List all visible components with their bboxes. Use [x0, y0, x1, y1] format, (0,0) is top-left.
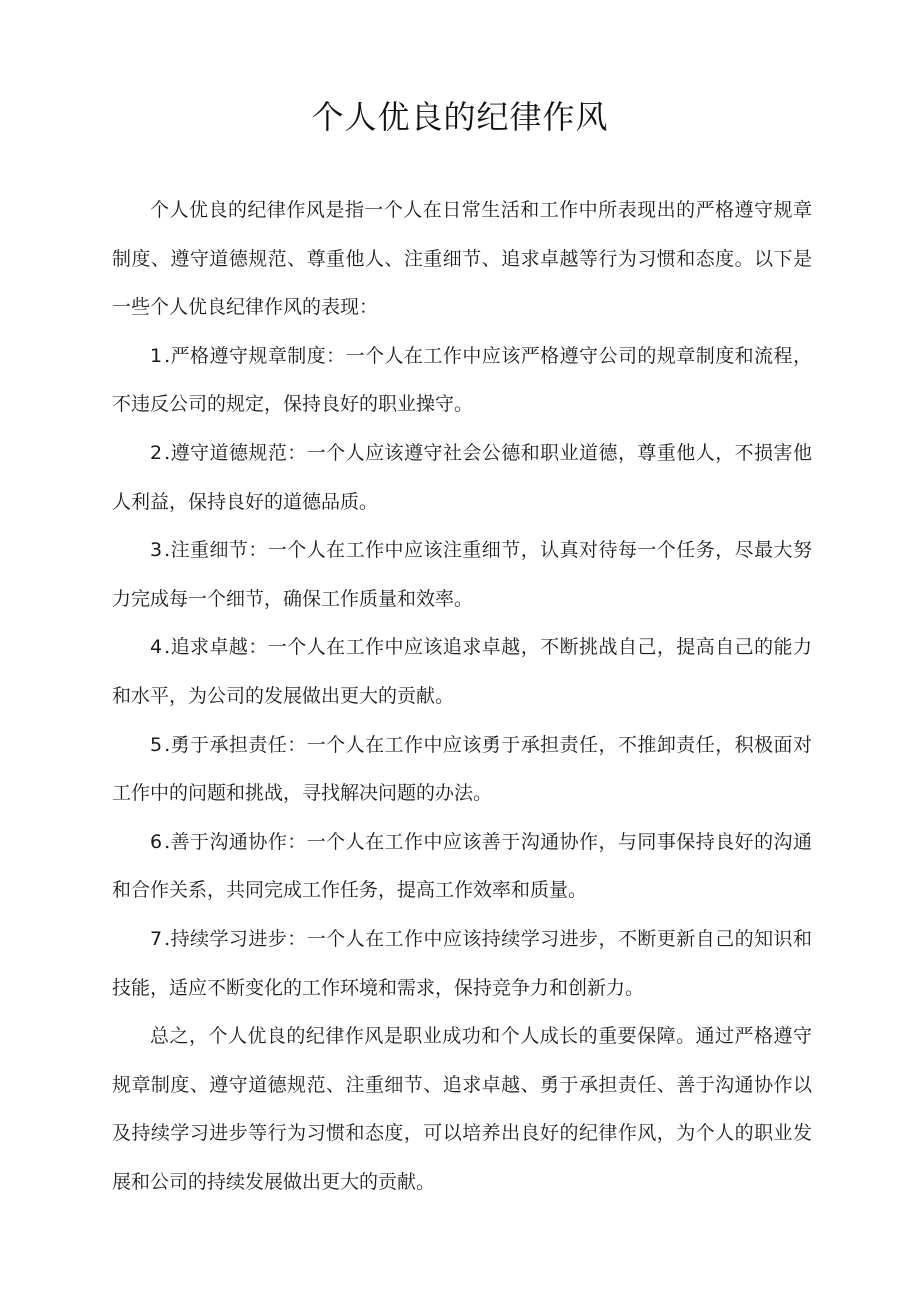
item-number: 1	[150, 344, 163, 367]
item-text: .遵守道德规范：一个人应该遵守社会公德和职业道德，尊重他人，不损害他人利益，保持良好的道德品质。	[112, 441, 812, 513]
intro-paragraph: 个人优良的纪律作风是指一个人在日常生活和工作中所表现出的严格遵守规章制度、遵守道德规范、尊重他人、注重细节、追求卓越等行为习惯和态度。以下是一些个人优良纪律作风的表现：	[112, 199, 812, 319]
list-item	[112, 429, 812, 526]
item-text: .追求卓越：一个人在工作中应该追求卓越，不断挑战自己，提高自己的能力和水平，为公司的发展做出更大的贡献。	[112, 636, 812, 707]
item-number: 2	[150, 441, 163, 464]
item-number: 6	[150, 830, 163, 853]
list-item	[112, 526, 812, 623]
conclusion-paragraph: 总之，个人优良的纪律作风是职业成功和个人成长的重要保障。通过严格遵守规章制度、遵守道德规范、注重细节、追求卓越、勇于承担责任、善于沟通协作以及持续学习进步等行为习惯和态度，可以培养出良好的纪律作风，为个人的职业发展和公司的持续发展做出更大的贡献。	[112, 1025, 812, 1193]
item-text: .善于沟通协作：一个人在工作中应该善于沟通协作，与同事保持良好的沟通和合作关系，共同完成工作任务，提高工作效率和质量。	[112, 830, 812, 902]
item-text: .勇于承担责任：一个人在工作中应该勇于承担责任，不推卸责任，积极面对工作中的问题和挑战，寻找解决问题的办法。	[112, 733, 812, 805]
list-item	[112, 623, 812, 720]
item-number: 7	[150, 927, 163, 950]
item-number: 5	[150, 733, 163, 756]
list-item	[112, 915, 812, 1012]
list-item	[112, 818, 812, 915]
page-title: 个人优良的纪律作风	[311, 98, 609, 136]
item-text: .注重细节：一个人在工作中应该注重细节，认真对待每一个任务，尽最大努力完成每一个细节，确保工作质量和效率。	[112, 539, 812, 610]
item-text: .持续学习进步：一个人在工作中应该持续学习进步，不断更新自己的知识和技能，适应不断变化的工作环境和需求，保持竞争力和创新力。	[112, 927, 812, 999]
item-text: .严格遵守规章制度：一个人在工作中应该严格遵守公司的规章制度和流程，不违反公司的规定，保持良好的职业操守。	[112, 344, 812, 416]
item-number: 3	[150, 539, 163, 562]
list-item	[112, 721, 812, 818]
document-body	[112, 186, 812, 1206]
item-number: 4	[150, 636, 163, 659]
list-item	[112, 332, 812, 429]
